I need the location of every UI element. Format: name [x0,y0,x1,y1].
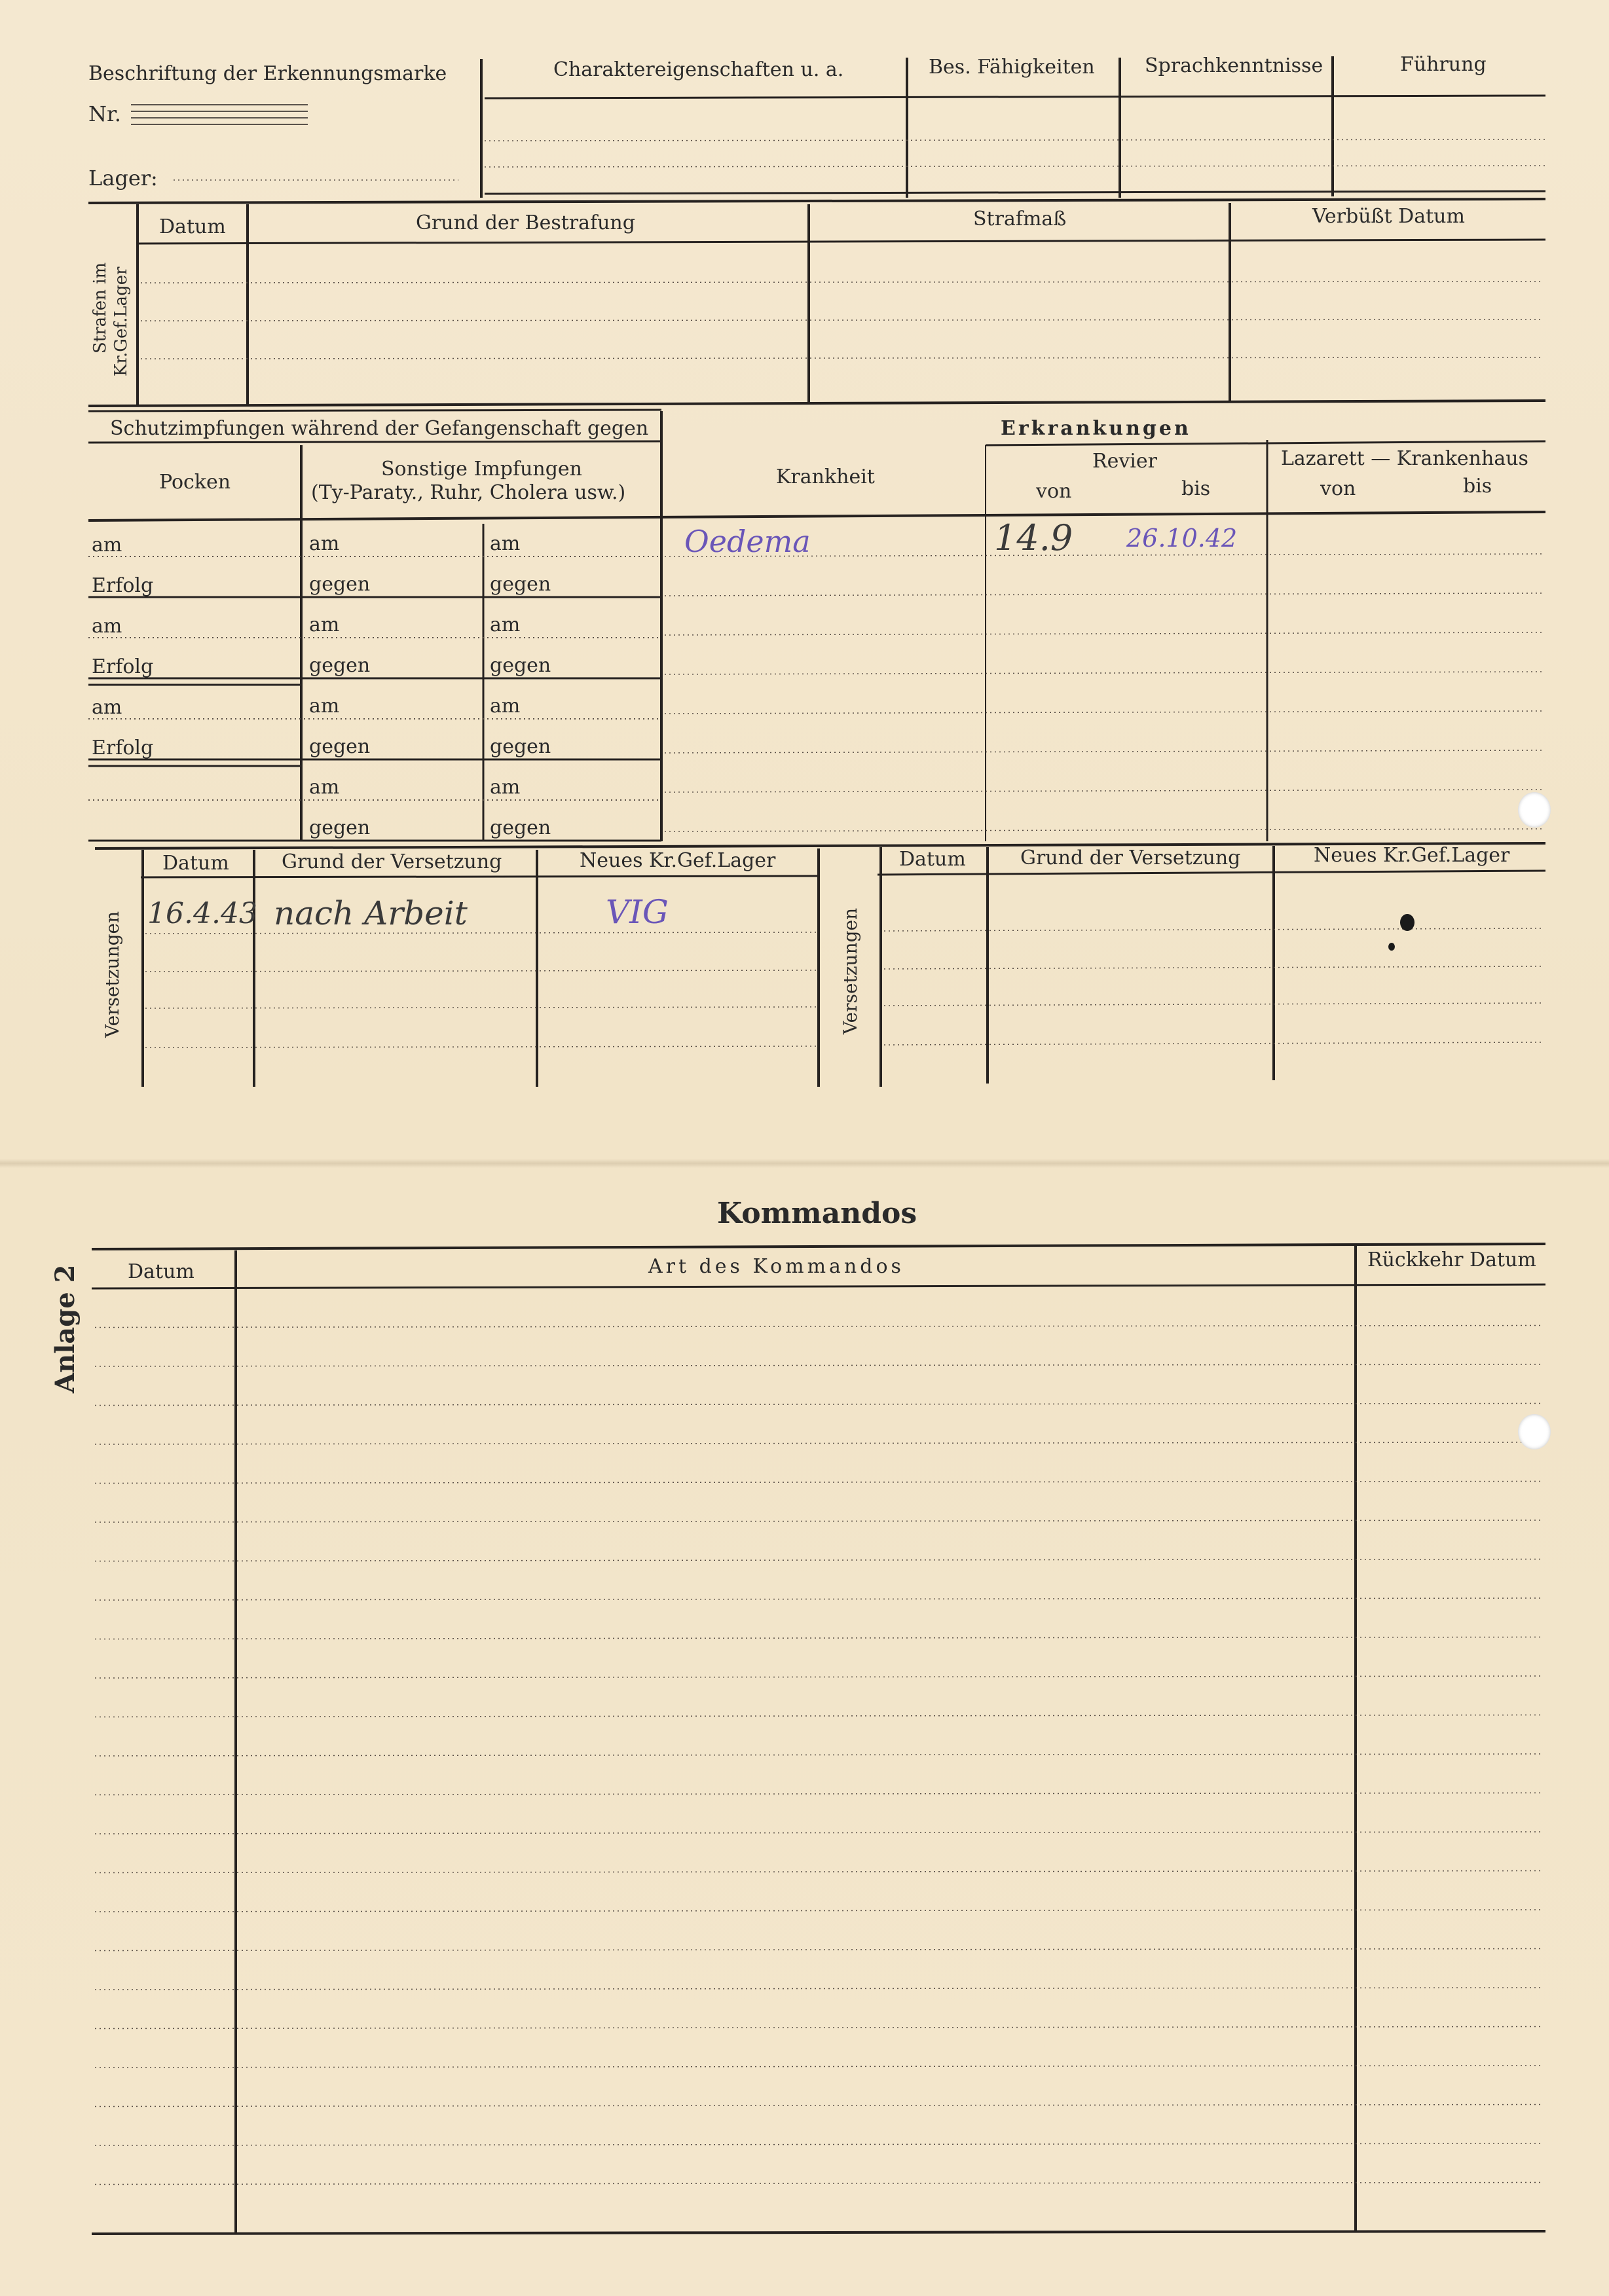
impfung-row-label: am [309,613,340,636]
revier-bis-entry: 26.10.42 [1126,524,1238,553]
impfung-row-label: am [490,776,521,799]
impfung-row-label: gegen [309,573,371,596]
rule [665,829,1542,831]
rule [92,1285,1545,1288]
kommandos-row-rule [95,1754,1542,1756]
ink-spot-small [1388,943,1395,951]
rule [145,1046,817,1048]
rule [884,928,1542,931]
rule [141,319,1542,321]
faehigkeiten-header: Bes. Fähigkeiten [929,56,1095,79]
kommandos-row-rule [95,1482,1542,1484]
rule [884,966,1542,969]
charakter-header: Charaktereigenschaften u. a. [553,58,844,81]
impfung-row-label: am [309,776,340,799]
punch-hole-upper [1518,792,1551,828]
impfung-row-label: gegen [309,735,371,758]
rule [884,1042,1542,1045]
rule [665,790,1542,792]
impfung-row-label: gegen [490,735,551,758]
rule [145,1007,817,1008]
kommandos-row-rule [95,2027,1542,2029]
revier-von-entry: 14.9 [994,517,1073,558]
impfung-row-label: gegen [490,573,551,596]
impfung-row-label: am [490,532,521,555]
kommandos-row-rule [95,1598,1542,1600]
kommandos-row-rule [95,2105,1542,2107]
rule [485,166,1545,167]
kommandos-row-rule [95,1949,1542,1951]
kommandos-title: Kommandos [717,1197,917,1230]
kommandos-row-rule [95,1442,1542,1444]
kommandos-row-rule [95,1871,1542,1873]
impfung-row-label: Erfolg [92,574,154,597]
versetzung-grund-header-left: Grund der Versetzung [282,850,502,873]
impfung-row-label: am [92,696,122,719]
strafen-verbuesst-header: Verbüßt Datum [1312,205,1465,228]
rule [92,1244,1545,1249]
rule [878,871,1545,875]
rule [145,932,817,934]
lazarett-bis: bis [1463,475,1492,498]
kommandos-row-rule [95,1404,1542,1406]
impfung-row-label: Erfolg [92,737,154,759]
lazarett-von: von [1320,477,1356,500]
revier-bis: bis [1181,477,1211,500]
kommandos-row-rule [95,1520,1542,1522]
impfung-row-label: am [490,695,521,718]
kommandos-row-rule [95,1832,1542,1834]
kommandos-row-rule [95,1715,1542,1717]
versetzung-datum-header-left: Datum [162,852,229,875]
erkrankungen-title: Erkrankungen [1001,417,1191,440]
versetzung-grund-header-right: Grund der Versetzung [1020,847,1241,869]
impfung-row-label: gegen [490,654,551,677]
krankheit-entry: Oedema [684,524,811,559]
kommandos-row-rule [95,2143,1542,2145]
impfung-row-label: gegen [490,816,551,839]
kommandos-row-rule [95,1676,1542,1678]
rule [485,191,1545,194]
kommandos-row-rule [95,2066,1542,2068]
sonstige-header-1: Sonstige Impfungen [381,458,583,481]
rule [141,876,819,877]
nr-label: Nr. [88,101,121,126]
strafen-datum-header: Datum [159,215,226,238]
pocken-header: Pocken [159,471,231,494]
versetzung-grund-entry: nach Arbeit [274,894,468,932]
impfung-row-label: Erfolg [92,655,154,678]
rule [665,750,1542,753]
rule [145,970,817,972]
rule [88,410,661,411]
kommandos-row-rule [95,1910,1542,1912]
versetzungen-side-label-right: Versetzungen [840,907,861,1034]
sonstige-header-2: (Ty-Paraty., Ruhr, Cholera usw.) [311,481,626,504]
lazarett-header: Lazarett — Krankenhaus [1281,447,1528,470]
rule [485,139,1545,141]
kommandos-row-rule [95,1326,1542,1328]
versetzung-lager-entry: VIG [606,893,669,931]
versetzungen-side-label-left: Versetzungen [102,911,123,1038]
rule [485,96,1545,98]
lager-label: Lager: [88,166,158,191]
impfung-row-label: am [309,695,340,718]
impfung-title: Schutzimpfungen während der Gefangenschaft gegen [110,417,649,440]
rule [141,357,1542,359]
sprach-header: Sprachkenntnisse [1145,54,1323,77]
impfung-row-label: am [92,615,122,638]
fuehrung-header: Führung [1400,53,1487,76]
anlage-label: Anlage 2 [50,1264,81,1393]
strafen-grund-header: Grund der Bestrafung [416,211,635,234]
kommandos-row-rule [95,1793,1542,1795]
rule [88,199,1545,203]
impfung-row-label: am [490,613,521,636]
rule [92,2231,1545,2234]
revier-header: Revier [1092,450,1157,473]
versetzung-neues-header-left: Neues Kr.Gef.Lager [580,849,776,872]
beschriftung-label: Beschriftung der Erkennungsmarke [88,62,447,85]
punch-hole-lower [1518,1414,1551,1449]
strafen-strafmass-header: Strafmaß [973,208,1067,230]
rule [884,1003,1542,1006]
impfung-row-label: am [309,532,340,555]
ink-spot [1400,914,1415,931]
impfung-row-label: gegen [309,654,371,677]
versetzung-neues-header-right: Neues Kr.Gef.Lager [1314,844,1510,867]
rule [141,282,1542,283]
revier-von: von [1036,480,1072,503]
rule [665,711,1542,714]
strafen-side-label-1: Strafen im [90,262,110,354]
rule [665,593,1542,596]
rule [665,672,1542,674]
rule [88,401,1545,406]
kommandos-rueckkehr-header: Rückkehr Datum [1367,1248,1536,1271]
rule [88,512,1545,520]
kommandos-row-rule [95,1559,1542,1561]
kommandos-row-rule [95,1988,1542,1990]
versetzung-datum-header-right: Datum [899,848,966,871]
kommandos-datum-header: Datum [128,1260,194,1283]
kommandos-art-header: Art des Kommandos [648,1255,904,1278]
impfung-row-label: gegen [309,816,371,839]
kommandos-row-rule [95,2183,1542,2185]
rule [665,632,1542,635]
rule [986,441,1545,445]
rule [88,441,661,443]
strafen-side-label-2: Kr.Gef.Lager [111,266,131,376]
kommandos-row-rule [95,1364,1542,1366]
krankheit-header: Krankheit [776,465,875,488]
kommandos-row-rule [95,1637,1542,1639]
impfung-row-label: am [92,534,122,556]
versetzung-datum-entry: 16.4.43 [147,897,257,930]
rule [138,240,1545,244]
